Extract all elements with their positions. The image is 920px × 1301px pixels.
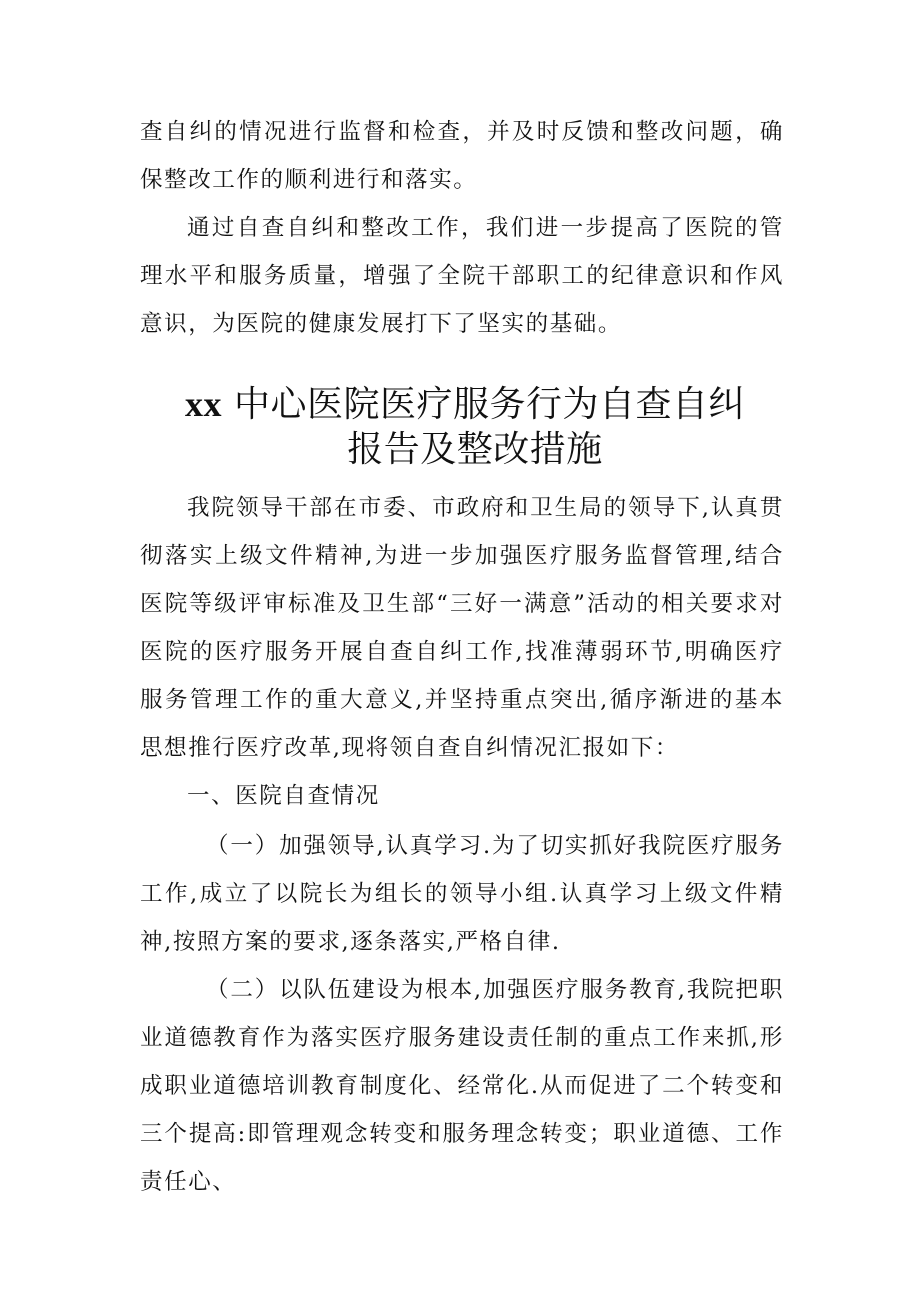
document-title-line-2: 报告及整改措施 <box>347 429 603 470</box>
paragraph-intro: 我院领导干部在市委、市政府和卫生局的领导下,认真贯彻落实上级文件精神,为进一步加强医疗服务监督管理,结合医院等级评审标准及卫生部“三好一满意”活动的相关要求对医院的医疗服务开展自查自纠工作,找准薄弱环节,明确医疗服务管理工作的重大意义,并坚持重点突出,循序渐进的基本思想推行医疗改革,现将领自查自纠情况汇报如下： <box>140 495 784 761</box>
paragraph-summary: 通过自查自纠和整改工作，我们进一步提高了医院的管理水平和服务质量，增强了全院干部职工的纪律意识和作风意识，为医院的健康发展打下了坚实的基础。 <box>140 215 784 337</box>
section-heading: 一、医院自查情况 <box>187 783 380 809</box>
title-main: 中心医院医疗服务行为自查自纠 <box>222 384 745 425</box>
paragraph-continued: 查自纠的情况进行监督和检查，并及时反馈和整改问题，确保整改工作的顺利进行和落实。 <box>140 119 784 193</box>
paragraph-item-2: （二）以队伍建设为根本,加强医疗服务教育,我院把职业道德教育作为落实医疗服务建设责任制的重点工作来抓,形成职业道德培训教育制度化、经常化.从而促进了二个转变和三个提高:即管理观念转变和服务理念转变；职业道德、工作责任心、 <box>140 977 784 1195</box>
paragraph-item-1: （一）加强领导,认真学习.为了切实抓好我院医疗服务工作,成立了以院长为组长的领导小组.认真学习上级文件精神,按照方案的要求,逐条落实,严格自律. <box>140 833 784 955</box>
document-title-line-1 <box>120 380 810 429</box>
title-prefix: xx <box>185 384 223 424</box>
